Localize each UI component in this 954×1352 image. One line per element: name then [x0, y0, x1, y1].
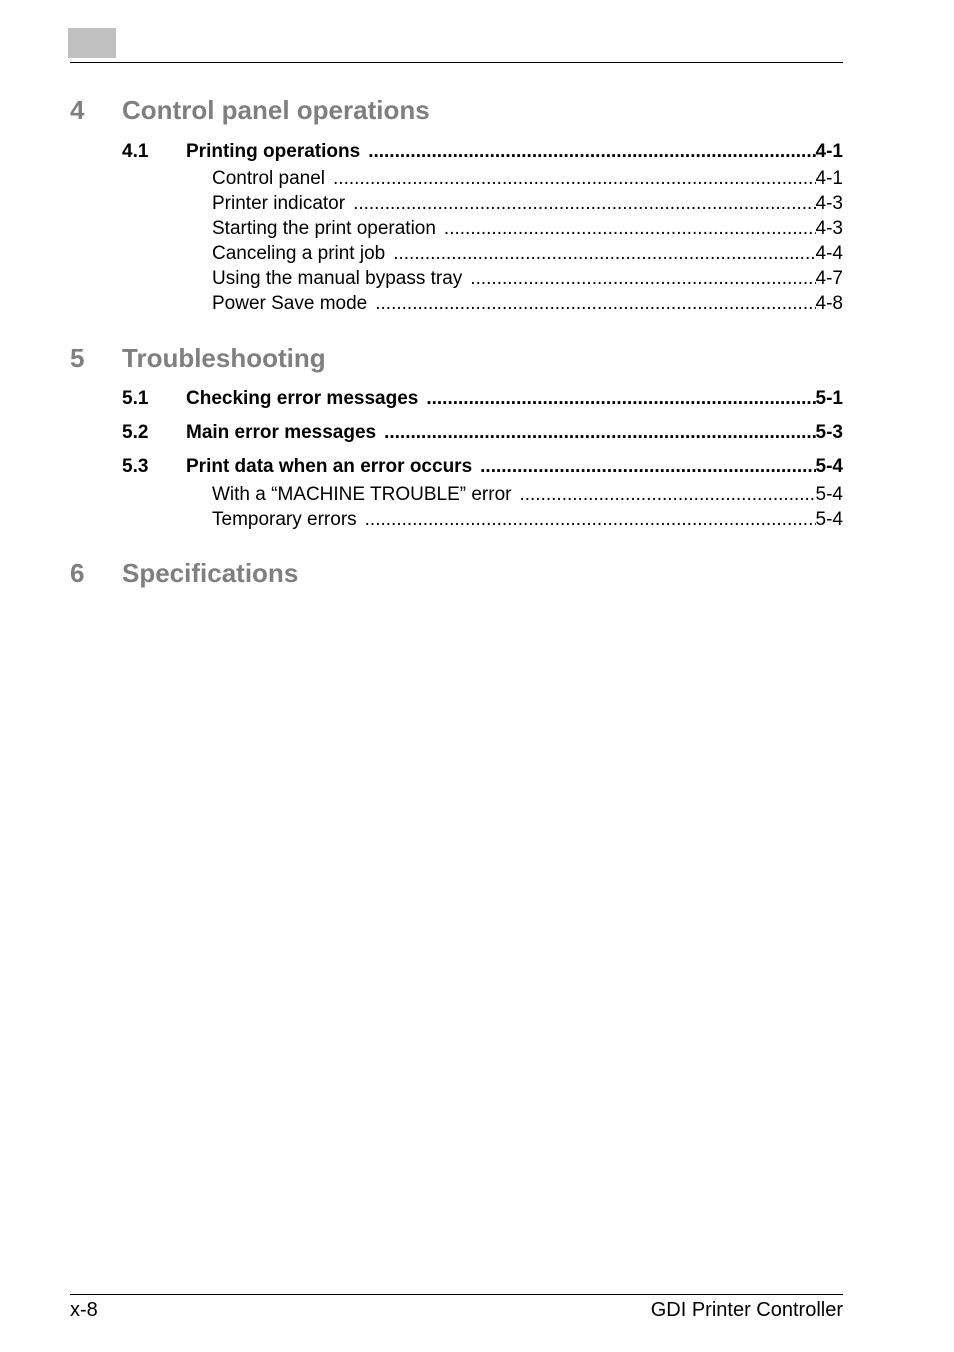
dot-leader — [375, 292, 815, 316]
page-reference: 4-8 — [815, 293, 843, 314]
toc-section-entry[interactable] — [122, 387, 843, 411]
chapter-heading — [70, 556, 843, 590]
subsection-title: Control panel — [212, 168, 326, 189]
page-reference: 4-3 — [815, 193, 843, 214]
chapter-heading — [70, 93, 843, 127]
toc-subsection-entry[interactable] — [212, 508, 843, 532]
chapter-heading — [70, 341, 843, 375]
page-reference: 5-4 — [815, 509, 843, 530]
chapter-number: 5 — [70, 343, 85, 373]
section-title: Checking error messages — [186, 388, 419, 409]
section-title: Printing operations — [186, 141, 361, 162]
toc-subsection-entry[interactable] — [212, 192, 843, 216]
dot-leader — [333, 167, 816, 191]
dot-leader — [384, 421, 815, 445]
toc-subsection-entry[interactable] — [212, 292, 843, 316]
section-number: 5.2 — [122, 422, 149, 443]
footer-rule — [70, 1294, 843, 1295]
page-reference: 4-4 — [815, 243, 843, 264]
header-rule — [70, 62, 843, 63]
subsection-title: With a “MACHINE TROUBLE” error — [212, 484, 512, 505]
section-title: Main error messages — [186, 422, 377, 443]
chapter-title: Specifications — [122, 558, 299, 588]
dot-leader — [519, 483, 815, 507]
section-number: 5.3 — [122, 456, 149, 477]
toc-subsection-entry[interactable] — [212, 217, 843, 241]
subsection-title: Using the manual bypass tray — [212, 268, 463, 289]
page-reference: 5-3 — [815, 422, 843, 443]
toc-section-entry[interactable] — [122, 455, 843, 479]
dot-leader — [444, 217, 816, 241]
chapter-number: 6 — [70, 558, 85, 588]
chapter-title: Troubleshooting — [122, 343, 326, 373]
toc-subsection-entry[interactable] — [212, 483, 843, 507]
page-reference: 4-7 — [815, 268, 843, 289]
header-tab-block — [68, 28, 116, 58]
subsection-title: Starting the print operation — [212, 218, 436, 239]
dot-leader — [368, 140, 815, 164]
toc-section-entry[interactable] — [122, 140, 843, 164]
page-reference: 5-1 — [815, 388, 843, 409]
subsection-title: Printer indicator — [212, 193, 346, 214]
toc-subsection-entry[interactable] — [212, 267, 843, 291]
dot-leader — [353, 192, 815, 216]
page-reference: 5-4 — [815, 484, 843, 505]
dot-leader — [365, 508, 816, 532]
subsection-title: Canceling a print job — [212, 243, 386, 264]
section-title: Print data when an error occurs — [186, 456, 473, 477]
subsection-title: Power Save mode — [212, 293, 368, 314]
section-number: 4.1 — [122, 141, 149, 162]
footer-page-number: x-8 — [70, 1299, 98, 1321]
subsection-title: Temporary errors — [212, 509, 357, 530]
page-reference: 5-4 — [815, 456, 843, 477]
toc-subsection-entry[interactable] — [212, 167, 843, 191]
section-number: 5.1 — [122, 388, 149, 409]
toc-subsection-entry[interactable] — [212, 242, 843, 266]
dot-leader — [480, 455, 815, 479]
chapter-number: 4 — [70, 95, 85, 125]
page-reference: 4-1 — [815, 141, 843, 162]
dot-leader — [426, 387, 815, 411]
page-reference: 4-3 — [815, 218, 843, 239]
page-reference: 4-1 — [815, 168, 843, 189]
toc-section-entry[interactable] — [122, 421, 843, 445]
dot-leader — [470, 267, 815, 291]
dot-leader — [393, 242, 815, 266]
chapter-title: Control panel operations — [122, 95, 430, 125]
footer-product-name: GDI Printer Controller — [650, 1299, 843, 1321]
